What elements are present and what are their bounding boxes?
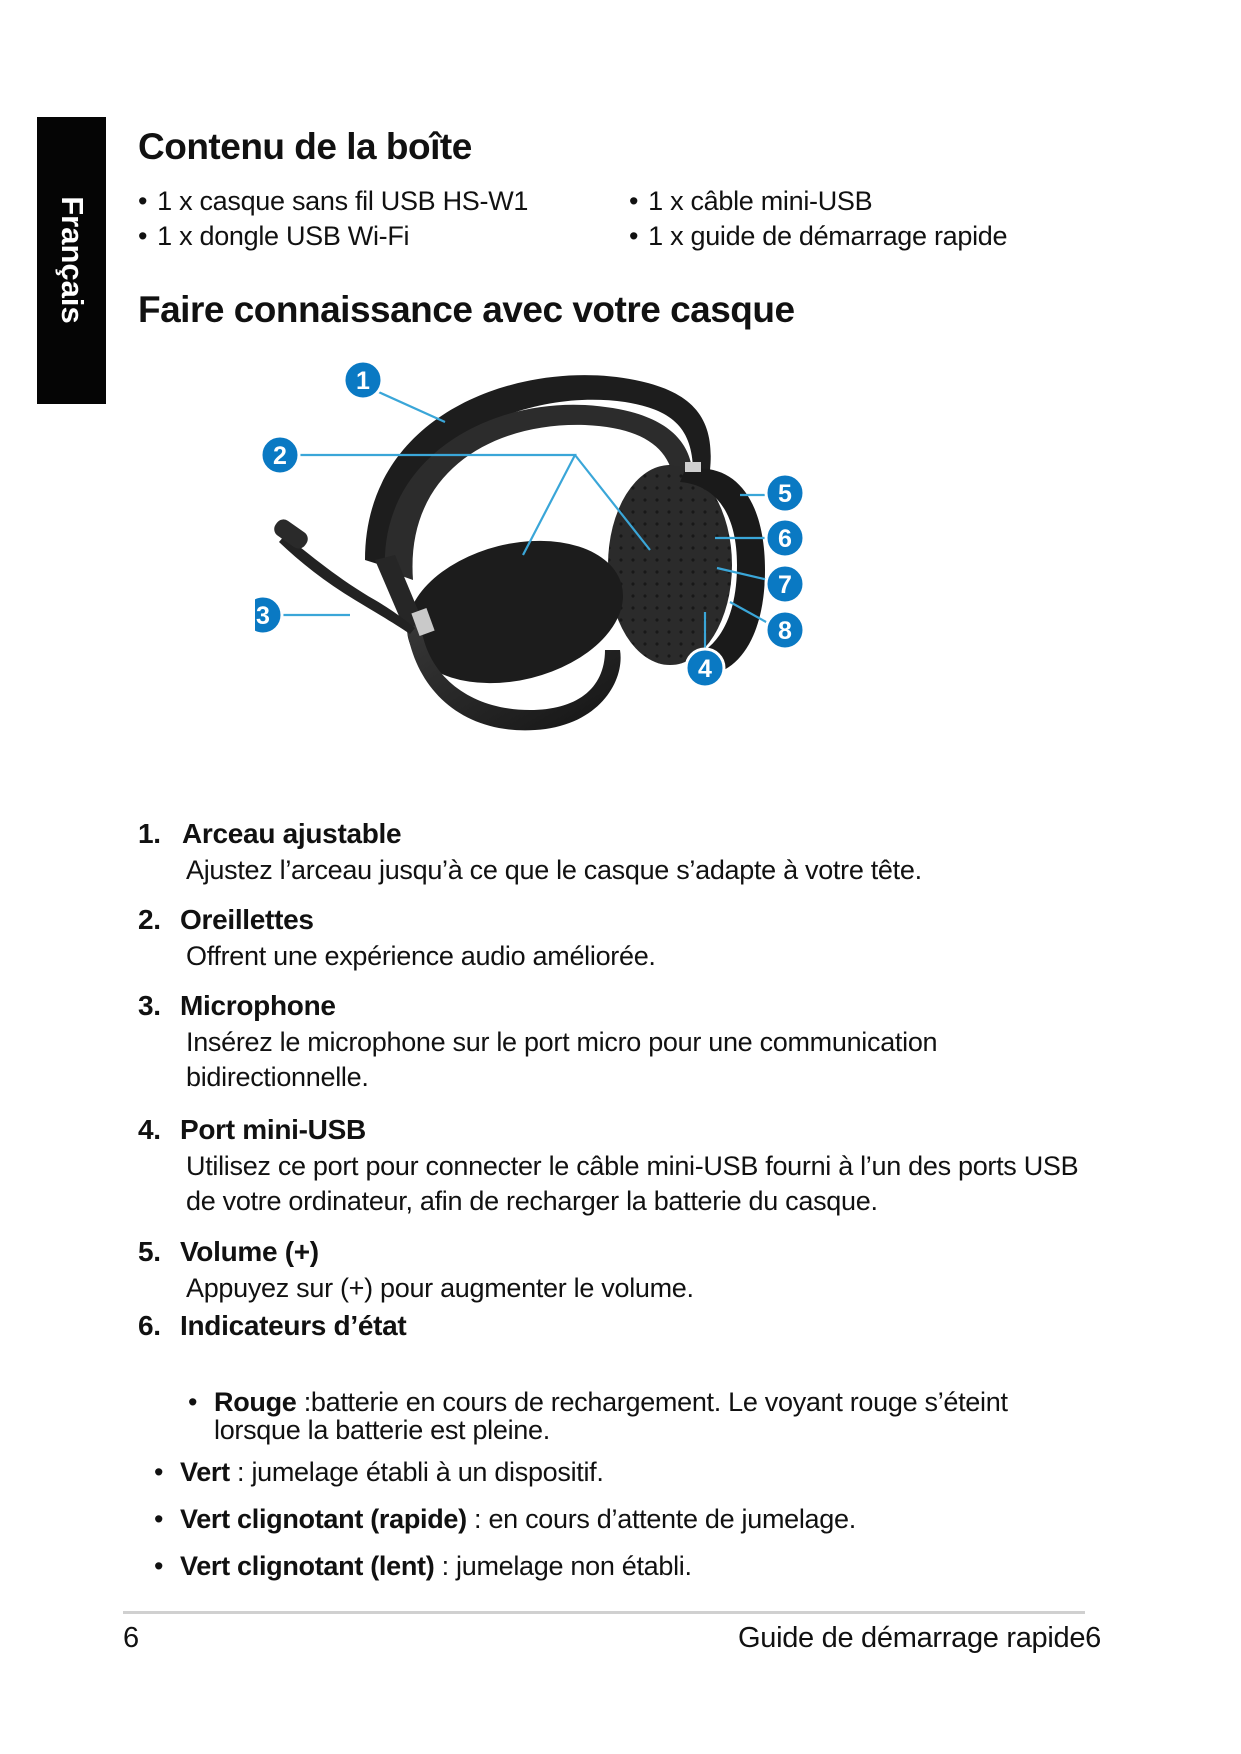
- feature-title: Port mini-USB: [180, 1114, 366, 1145]
- status-indicator-green: [180, 1458, 604, 1486]
- headset-diagram: [255, 350, 935, 780]
- svg-text:4: 4: [698, 655, 712, 683]
- status-separator: :: [434, 1551, 457, 1581]
- feature-number: 2.: [138, 904, 161, 935]
- list-item: • 1 x dongle USB Wi-Fi: [138, 221, 409, 252]
- status-text: jumelage établi à un dispositif.: [251, 1457, 604, 1487]
- svg-text:1: 1: [356, 367, 370, 395]
- callout-8: [766, 611, 804, 649]
- list-item: • 1 x câble mini-USB: [629, 186, 872, 217]
- status-text-continued: lorsque la batterie est pleine.: [214, 1415, 550, 1445]
- footer-divider: [123, 1611, 1085, 1614]
- feature-title: Arceau ajustable: [182, 818, 402, 849]
- status-label: Vert: [180, 1457, 230, 1487]
- feature-title: Oreillettes: [180, 904, 314, 935]
- status-label: Vert clignotant (lent): [180, 1551, 435, 1581]
- list-item: • 1 x guide de démarrage rapide: [629, 221, 1007, 252]
- feature-title: Microphone: [180, 990, 336, 1021]
- callout-3: [255, 596, 282, 634]
- feature-number: 1.: [138, 818, 161, 849]
- status-label: Rouge: [214, 1387, 297, 1417]
- status-indicator-green-slow: [180, 1552, 692, 1580]
- callout-5: [766, 474, 804, 512]
- svg-text:5: 5: [778, 480, 792, 508]
- feature-number: 6.: [138, 1310, 161, 1341]
- feature-number: 3.: [138, 990, 161, 1021]
- callout-1: [344, 361, 382, 399]
- svg-text:6: 6: [778, 525, 792, 553]
- svg-text:2: 2: [273, 442, 287, 470]
- feature-description: Ajustez l’arceau jusqu’à ce que le casque s’adapte à votre tête.: [186, 855, 922, 885]
- list-item: • 1 x casque sans fil USB HS-W1: [138, 186, 528, 217]
- status-text: batterie en cours de rechargement. Le voyant rouge s’éteint: [310, 1387, 1008, 1417]
- feature-number: 5.: [138, 1236, 161, 1267]
- status-indicator-green-fast: [180, 1505, 856, 1533]
- svg-text:7: 7: [778, 571, 792, 599]
- headset-section-title: Faire connaissance avec votre casque: [138, 289, 795, 330]
- box-contents-title: Contenu de la boîte: [138, 126, 472, 167]
- status-text: en cours d’attente de jumelage.: [488, 1504, 856, 1534]
- feature-title: Volume (+): [180, 1236, 319, 1267]
- feature-number: 4.: [138, 1114, 161, 1145]
- feature-description: Utilisez ce port pour connecter le câble mini-USB fourni à l’un des ports USB de votre ordinateur, afin de recharger la batterie du casque.: [186, 1151, 1079, 1216]
- status-text: jumelage non établi.: [456, 1551, 692, 1581]
- callout-2: [261, 436, 299, 474]
- svg-text:3: 3: [256, 602, 270, 630]
- svg-text:8: 8: [778, 617, 792, 645]
- status-indicator-red: [214, 1388, 1008, 1444]
- language-label: Français: [54, 196, 90, 324]
- feature-description: Insérez le microphone sur le port micro pour une communication bidirectionnelle.: [186, 1027, 938, 1092]
- feature-description: Offrent une expérience audio améliorée.: [186, 941, 656, 971]
- feature-description: Appuyez sur (+) pour augmenter le volume.: [186, 1273, 694, 1303]
- status-separator: :: [296, 1387, 311, 1417]
- feature-title: Indicateurs d’état: [180, 1310, 407, 1341]
- document-title: Guide de démarrage rapide6: [738, 1622, 1101, 1654]
- status-separator: :: [466, 1504, 489, 1534]
- page-number: 6: [123, 1622, 140, 1654]
- callout-7: [766, 565, 804, 603]
- callout-4: [686, 649, 724, 687]
- callout-6: [766, 519, 804, 557]
- status-label: Vert clignotant (rapide): [180, 1504, 467, 1534]
- status-separator: :: [229, 1457, 252, 1487]
- language-tab: [37, 117, 106, 404]
